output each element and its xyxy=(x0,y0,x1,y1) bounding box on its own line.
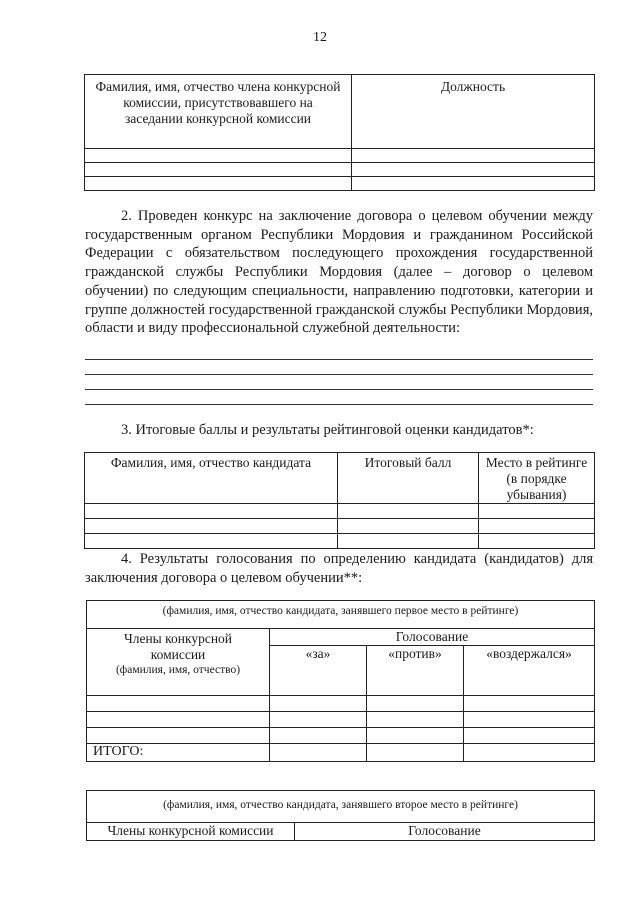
table-row xyxy=(87,728,595,744)
section-4-heading xyxy=(85,550,593,587)
rating-place-header: Место в рейтинге (в порядке убывания) xyxy=(479,453,595,504)
table-row xyxy=(85,534,595,549)
voting-header: Голосование xyxy=(270,629,595,646)
table-row xyxy=(85,149,595,163)
page-number: 12 xyxy=(313,30,327,45)
commission-members-table xyxy=(84,74,595,191)
fill-line xyxy=(85,404,593,405)
table-row xyxy=(85,177,595,191)
table-row xyxy=(87,712,595,728)
vote-against-header: «против» xyxy=(367,646,464,696)
section-2-paragraph xyxy=(85,207,593,338)
fill-line xyxy=(85,374,593,375)
rating-table xyxy=(84,452,595,549)
members-header-2: Члены конкурсной комиссии xyxy=(87,823,295,841)
section-3-heading: 3. Итоговые баллы и результаты рейтинговой оценки кандидатов*: xyxy=(121,422,534,438)
total-score-header: Итоговый балл xyxy=(338,453,479,504)
table-row xyxy=(85,519,595,534)
table-row xyxy=(87,696,595,712)
second-place-note: (фамилия, имя, отчество кандидата, занявшего второе место в рейтинге) xyxy=(87,791,595,823)
section-4-heading-text: 4. Результаты голосования по определению кандидата (кандидатов) для заключения договора о целевом обучении**: xyxy=(85,551,593,586)
section-2-text: 2. Проведен конкурс на заключение договора о целевом обучении между государственным органом Республики Мордовия и гражданином Российской Федерации с обязательством последующего прохождения государственной гражданской службы Республики Мордовия (далее – договор о целевом обучении) по следующим специальности, направлению подготовки, категории и группе должностей государственной гражданской службы Республики Мордовия, области и виду профессиональной служебной деятельности: xyxy=(85,208,593,337)
position-header: Должность xyxy=(352,75,595,149)
table-row xyxy=(85,163,595,177)
candidate-name-header: Фамилия, имя, отчество кандидата xyxy=(85,453,338,504)
members-label: Члены конкурсной комиссии xyxy=(123,631,233,662)
vote-for-header: «за» xyxy=(270,646,367,696)
members-header xyxy=(87,629,270,696)
table-row xyxy=(85,504,595,519)
vote-abstain-header: «воздержался» xyxy=(464,646,595,696)
total-label: ИТОГО: xyxy=(87,744,270,762)
members-name-header: Фамилия, имя, отчество члена конкурсной комиссии, присутствовавшего на заседании конкурсной комиссии xyxy=(85,75,352,149)
members-sublabel: (фамилия, имя, отчество) xyxy=(115,664,241,676)
voting-header-2: Голосование xyxy=(295,823,595,841)
fill-line xyxy=(85,359,593,360)
fill-line xyxy=(85,389,593,390)
voting-table-first xyxy=(86,600,595,762)
first-place-note: (фамилия, имя, отчество кандидата, занявшего первое место в рейтинге) xyxy=(87,601,595,629)
voting-table-second xyxy=(86,790,595,841)
